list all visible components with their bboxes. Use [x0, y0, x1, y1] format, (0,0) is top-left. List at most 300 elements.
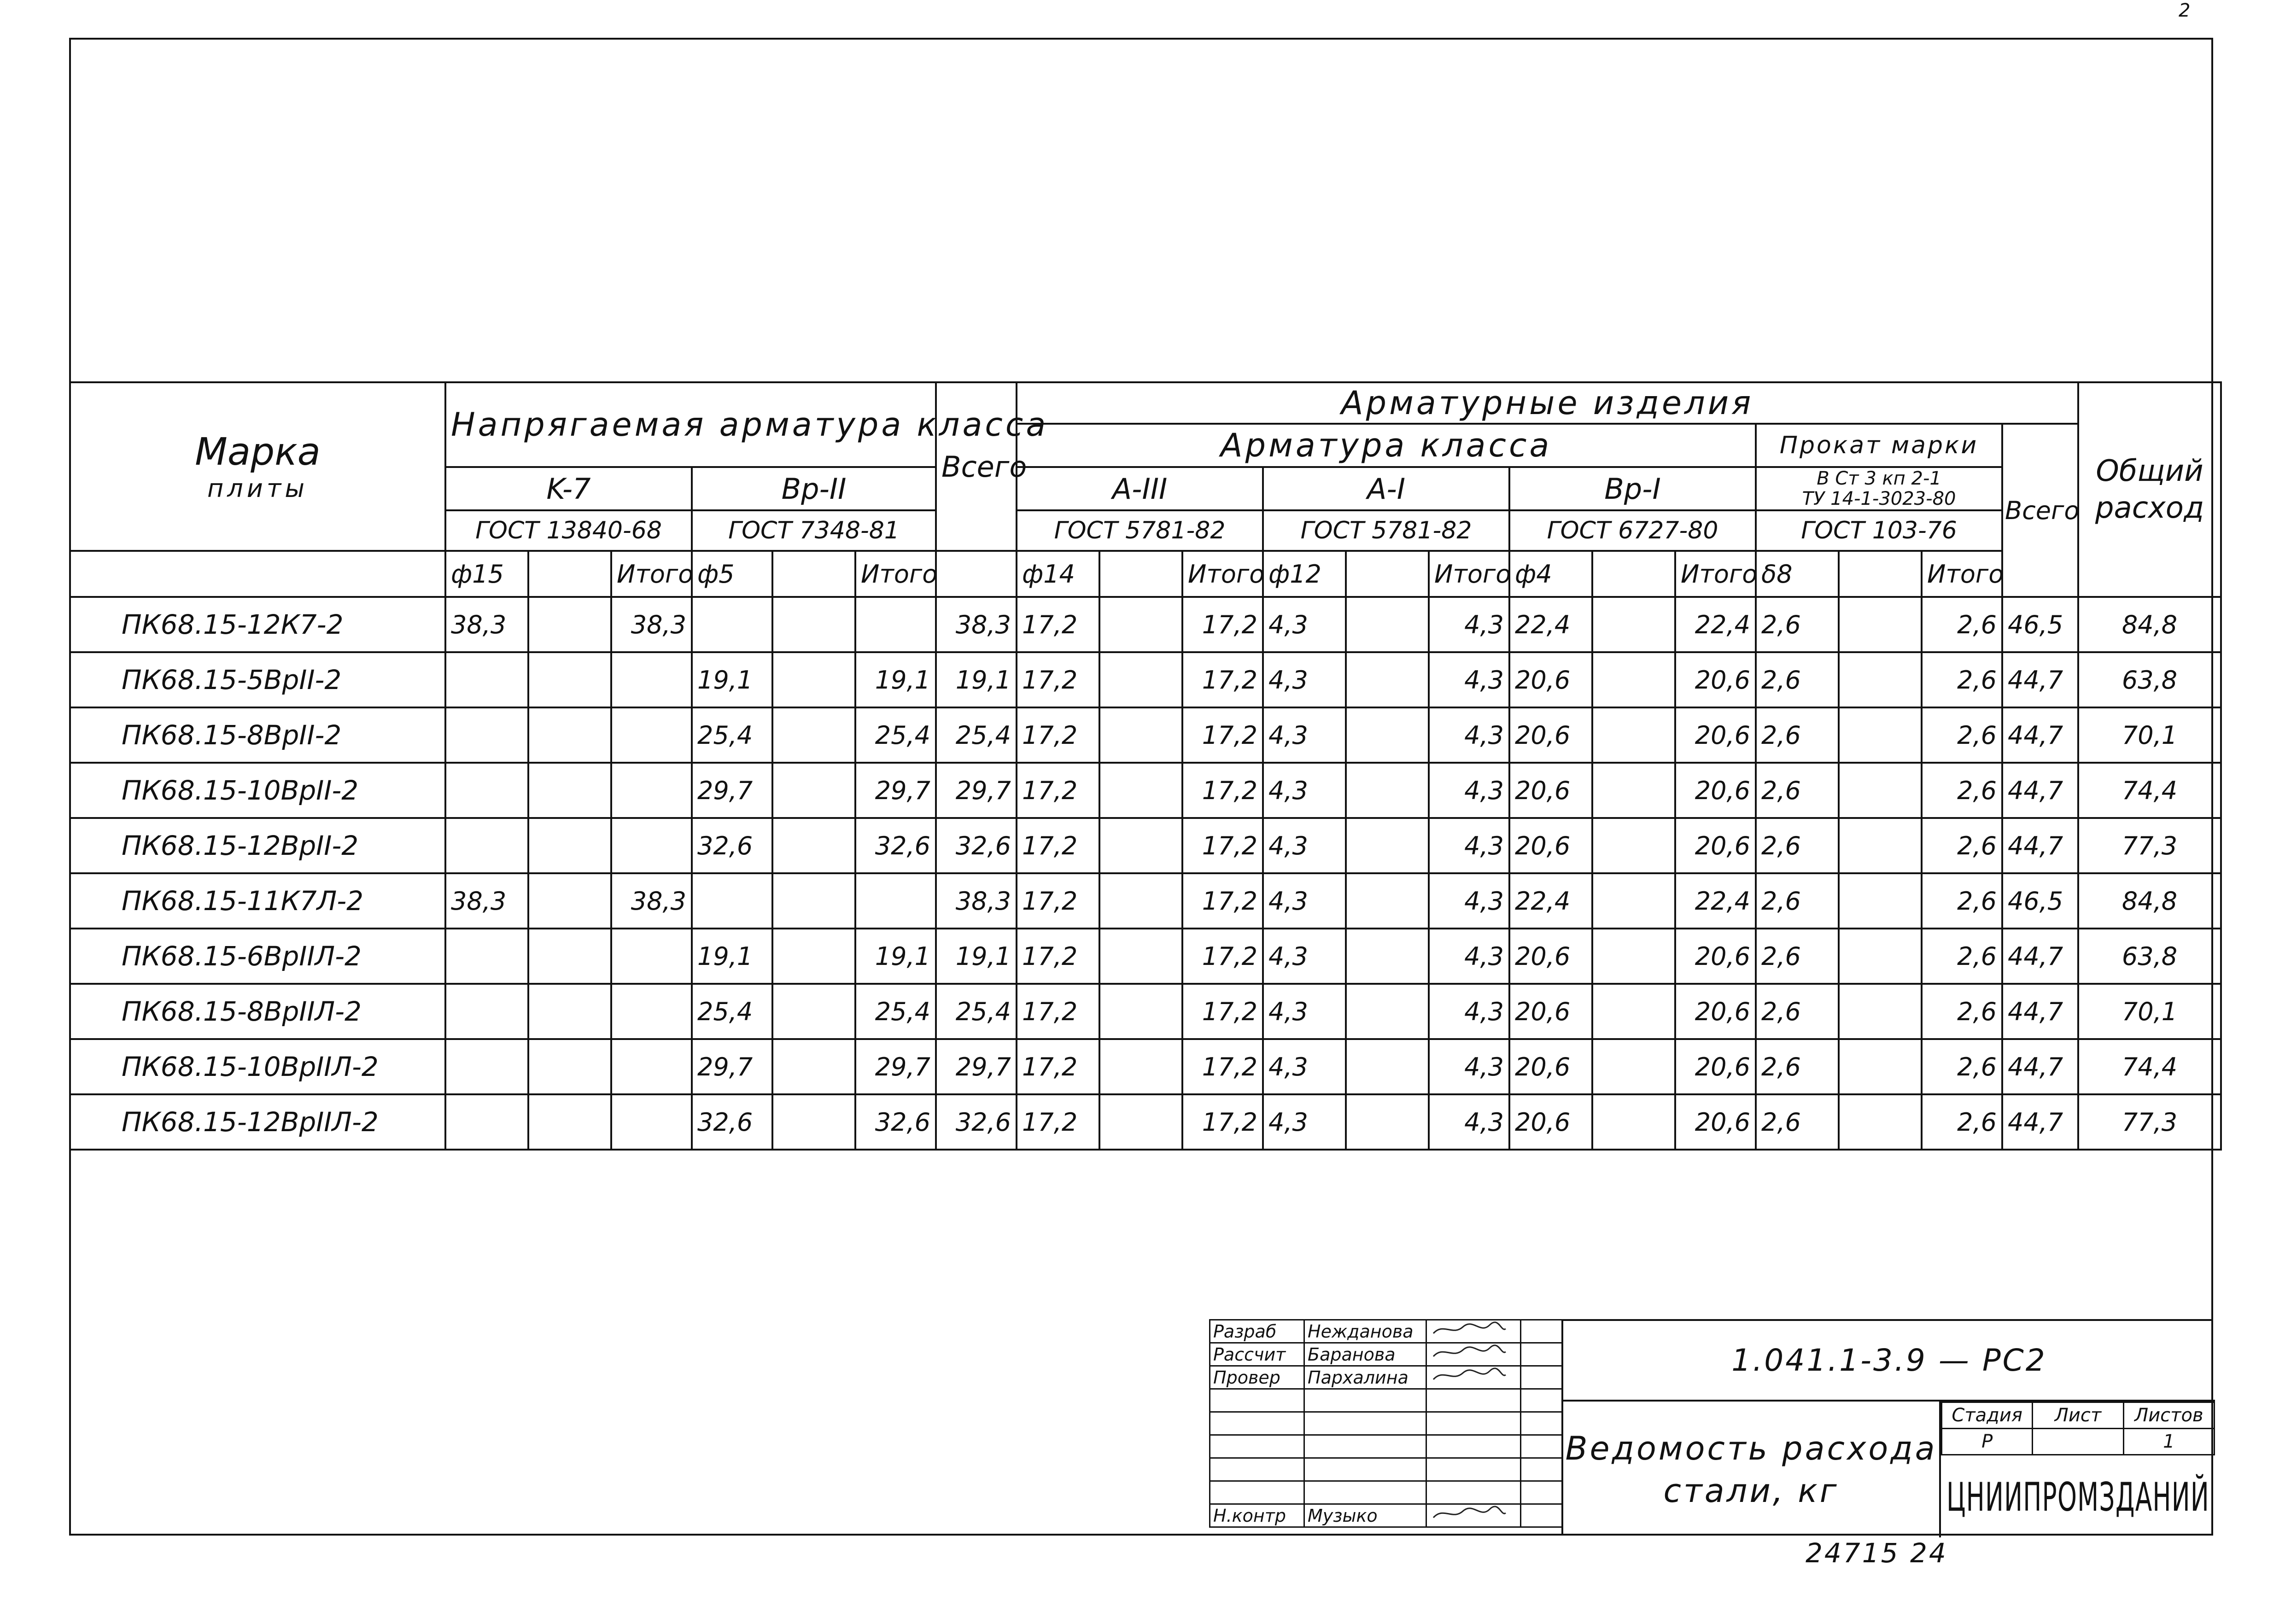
- slab-mark: ПК68.15-5ВрII-2: [70, 652, 445, 707]
- marka-label: Марка: [195, 430, 321, 474]
- cell-bp1: 20,6: [1509, 1039, 1592, 1094]
- cell-bp1-total: 22,4: [1675, 597, 1756, 652]
- cell-blank: [772, 707, 855, 763]
- cell-pre-total: 25,4: [936, 707, 1017, 763]
- itogo-a3: Итого: [1182, 551, 1263, 597]
- cell-a1: 4,3: [1263, 1039, 1346, 1094]
- cell-bp1-total: 20,6: [1675, 763, 1756, 818]
- cell-bp2-total: [855, 873, 936, 929]
- cell-bp1-total: 20,6: [1675, 652, 1756, 707]
- cell-blank: [528, 763, 611, 818]
- cell-blank: [528, 984, 611, 1039]
- stage-label: Стадия: [1942, 1402, 2033, 1429]
- table-row: [70, 1094, 2221, 1150]
- signature-row: [1210, 1412, 1562, 1435]
- cell-bp2: 19,1: [692, 652, 772, 707]
- cell-pr-total: 2,6: [1922, 984, 2002, 1039]
- armature-class-header: Арматура класса: [1017, 424, 1756, 467]
- sheets-label: Листов: [2123, 1402, 2214, 1429]
- cell-blank: [772, 763, 855, 818]
- slab-mark: ПК68.15-11К7Л-2: [70, 873, 445, 929]
- cell-blank: [1099, 1094, 1182, 1150]
- cell-bp1: 20,6: [1509, 929, 1592, 984]
- cell-a1: 4,3: [1263, 1094, 1346, 1150]
- cell-bp1-total: 20,6: [1675, 984, 1756, 1039]
- signature-name: Пархалина: [1304, 1366, 1426, 1389]
- marka-spacer: [70, 551, 445, 597]
- cell-blank: [1099, 818, 1182, 873]
- signature-date: [1521, 1412, 1562, 1435]
- cell-blank: [1099, 597, 1182, 652]
- cell-blank: [1839, 652, 1922, 707]
- cell-a3: 17,2: [1017, 873, 1099, 929]
- cell-pr-total: 2,6: [1922, 763, 2002, 818]
- cell-grand: 74,4: [2078, 763, 2221, 818]
- cell-bp2: 29,7: [692, 1039, 772, 1094]
- stage-sheet-box: [1941, 1402, 2215, 1457]
- cell-k7: [445, 652, 528, 707]
- signature-role: Разраб: [1210, 1320, 1304, 1343]
- prestressed-total-spacer: [936, 551, 1017, 597]
- cell-bp1: 20,6: [1509, 707, 1592, 763]
- cell-blank: [1346, 1094, 1429, 1150]
- cell-pr-total: 2,6: [1922, 929, 2002, 984]
- itogo-bp2: Итого: [855, 551, 936, 597]
- diameter-k7: ф15: [445, 551, 528, 597]
- slab-mark: ПК68.15-12ВрII-2: [70, 818, 445, 873]
- handwritten-signature: [1430, 1367, 1508, 1384]
- cell-k7-total: [611, 707, 692, 763]
- signature-name: [1304, 1435, 1426, 1458]
- cell-bp2-total: 19,1: [855, 652, 936, 707]
- cell-bp2: 19,1: [692, 929, 772, 984]
- cell-pre-total: 29,7: [936, 1039, 1017, 1094]
- cell-blank: [1839, 1039, 1922, 1094]
- cell-bp1-total: 20,6: [1675, 1039, 1756, 1094]
- cell-blank: [772, 818, 855, 873]
- cell-bp1: 20,6: [1509, 652, 1592, 707]
- inventory-number: 24715 24: [1806, 1537, 1948, 1569]
- signature-row: [1210, 1343, 1562, 1366]
- cell-blank: [528, 818, 611, 873]
- signature-role: Провер: [1210, 1366, 1304, 1389]
- cell-a3: 17,2: [1017, 597, 1099, 652]
- cell-k7-total: [611, 929, 692, 984]
- cell-all: 44,7: [2002, 1094, 2078, 1150]
- cell-a1: 4,3: [1263, 818, 1346, 873]
- signature-mark: [1426, 1435, 1521, 1458]
- cell-bp1-total: 22,4: [1675, 873, 1756, 929]
- cell-a3: 17,2: [1017, 763, 1099, 818]
- cell-blank: [772, 652, 855, 707]
- cell-grand: 63,8: [2078, 652, 2221, 707]
- cell-bp2: 32,6: [692, 1094, 772, 1150]
- cell-blank: [772, 929, 855, 984]
- class-a3: A-III: [1017, 467, 1263, 510]
- cell-bp1: 20,6: [1509, 1094, 1592, 1150]
- cell-a3-total: 17,2: [1182, 929, 1263, 984]
- cell-blank: [772, 1094, 855, 1150]
- cell-k7-total: [611, 763, 692, 818]
- products-total-header: Всего: [2002, 424, 2078, 597]
- spacer-bp2: [772, 551, 855, 597]
- grand-total-label: Общий расход: [2095, 454, 2204, 525]
- signature-name: Баранова: [1304, 1343, 1426, 1366]
- cell-a3: 17,2: [1017, 984, 1099, 1039]
- cell-blank: [1839, 763, 1922, 818]
- cell-grand: 77,3: [2078, 1094, 2221, 1150]
- cell-bp2-total: 29,7: [855, 763, 936, 818]
- class-bp1: Bp-I: [1509, 467, 1756, 510]
- cell-pre-total: 32,6: [936, 1094, 1017, 1150]
- signature-role: [1210, 1458, 1304, 1481]
- cell-k7-total: [611, 984, 692, 1039]
- cell-blank: [1346, 984, 1429, 1039]
- cell-pre-total: 19,1: [936, 929, 1017, 984]
- cell-a1: 4,3: [1263, 984, 1346, 1039]
- cell-a1-total: 4,3: [1429, 763, 1509, 818]
- cell-grand: 74,4: [2078, 1039, 2221, 1094]
- cell-blank: [1346, 652, 1429, 707]
- itogo-k7: Итого: [611, 551, 692, 597]
- title-block: [1209, 1319, 2213, 1536]
- cell-all: 44,7: [2002, 763, 2078, 818]
- cell-pr-total: 2,6: [1922, 818, 2002, 873]
- cell-k7-total: [611, 1094, 692, 1150]
- gost-bp1: ГОСТ 6727-80: [1509, 510, 1756, 551]
- cell-all: 44,7: [2002, 652, 2078, 707]
- table-row: [70, 984, 2221, 1039]
- cell-a3-total: 17,2: [1182, 707, 1263, 763]
- cell-grand: 63,8: [2078, 929, 2221, 984]
- cell-blank: [1592, 873, 1675, 929]
- sheets-value: 1: [2123, 1429, 2214, 1455]
- signature-role: Н.контр: [1210, 1504, 1304, 1527]
- cell-blank: [1592, 929, 1675, 984]
- signature-row: [1210, 1389, 1562, 1412]
- cell-a3-total: 17,2: [1182, 1094, 1263, 1150]
- signature-name: Музыко: [1304, 1504, 1426, 1527]
- cell-grand: 70,1: [2078, 707, 2221, 763]
- signature-row: [1210, 1504, 1562, 1527]
- gost-k7: ГОСТ 13840-68: [445, 510, 692, 551]
- signature-role: [1210, 1435, 1304, 1458]
- cell-a3: 17,2: [1017, 1094, 1099, 1150]
- cell-blank: [528, 873, 611, 929]
- diameter-bp2: ф5: [692, 551, 772, 597]
- cell-bp2-total: 32,6: [855, 818, 936, 873]
- cell-bp1-total: 20,6: [1675, 1094, 1756, 1150]
- slab-mark: ПК68.15-12К7-2: [70, 597, 445, 652]
- cell-bp1: 20,6: [1509, 818, 1592, 873]
- cell-a3-total: 17,2: [1182, 873, 1263, 929]
- spacer-k7: [528, 551, 611, 597]
- diameter-rolled: δ8: [1756, 551, 1839, 597]
- cell-pr-total: 2,6: [1922, 652, 2002, 707]
- slab-mark: ПК68.15-10ВрIIЛ-2: [70, 1039, 445, 1094]
- cell-pr: 2,6: [1756, 929, 1839, 984]
- signature-row: [1210, 1481, 1562, 1504]
- cell-a3: 17,2: [1017, 1039, 1099, 1094]
- cell-a1: 4,3: [1263, 707, 1346, 763]
- cell-a3-total: 17,2: [1182, 652, 1263, 707]
- cell-a1-total: 4,3: [1429, 707, 1509, 763]
- cell-pre-total: 19,1: [936, 652, 1017, 707]
- cell-blank: [1592, 984, 1675, 1039]
- cell-a3: 17,2: [1017, 929, 1099, 984]
- document-code: 1.041.1-3.9 — РС2: [1563, 1321, 2215, 1402]
- rolled-steel-grade-line2: ТУ 14-1-3023-80: [1802, 488, 1956, 509]
- itogo-bp1: Итого: [1675, 551, 1756, 597]
- cell-bp2: 32,6: [692, 818, 772, 873]
- signature-date: [1521, 1366, 1562, 1389]
- cell-grand: 84,8: [2078, 597, 2221, 652]
- cell-bp2-total: 25,4: [855, 984, 936, 1039]
- class-a1: A-I: [1263, 467, 1509, 510]
- spacer-a1: [1346, 551, 1429, 597]
- cell-k7: [445, 707, 528, 763]
- rolled-steel-grade: [1756, 467, 2002, 510]
- cell-bp1: 20,6: [1509, 763, 1592, 818]
- cell-k7: 38,3: [445, 597, 528, 652]
- cell-pr: 2,6: [1756, 763, 1839, 818]
- cell-pre-total: 32,6: [936, 818, 1017, 873]
- cell-blank: [1099, 873, 1182, 929]
- cell-pre-total: 38,3: [936, 597, 1017, 652]
- signature-name: [1304, 1458, 1426, 1481]
- cell-k7: [445, 1039, 528, 1094]
- cell-bp1: 22,4: [1509, 597, 1592, 652]
- table-row: [70, 707, 2221, 763]
- cell-bp2-total: [855, 597, 936, 652]
- cell-all: 44,7: [2002, 984, 2078, 1039]
- signature-role: [1210, 1389, 1304, 1412]
- cell-blank: [1839, 1094, 1922, 1150]
- title-block-right: [1561, 1319, 2213, 1536]
- signature-date: [1521, 1504, 1562, 1527]
- signature-date: [1521, 1389, 1562, 1412]
- cell-all: 44,7: [2002, 707, 2078, 763]
- cell-k7: [445, 929, 528, 984]
- cell-a1-total: 4,3: [1429, 1094, 1509, 1150]
- cell-bp2: [692, 873, 772, 929]
- signature-mark: [1426, 1481, 1521, 1504]
- cell-bp1: 20,6: [1509, 984, 1592, 1039]
- cell-blank: [772, 984, 855, 1039]
- cell-blank: [1346, 1039, 1429, 1094]
- signature-role: [1210, 1412, 1304, 1435]
- cell-blank: [1346, 707, 1429, 763]
- slab-mark: ПК68.15-12ВрIIЛ-2: [70, 1094, 445, 1150]
- slab-mark: ПК68.15-10ВрII-2: [70, 763, 445, 818]
- signature-name: [1304, 1389, 1426, 1412]
- cell-a1-total: 4,3: [1429, 873, 1509, 929]
- steel-consumption-table: [69, 381, 2222, 1151]
- signature-row: [1210, 1320, 1562, 1343]
- cell-k7: [445, 1094, 528, 1150]
- cell-all: 46,5: [2002, 873, 2078, 929]
- cell-blank: [1592, 818, 1675, 873]
- cell-a1: 4,3: [1263, 652, 1346, 707]
- sheet-value: [2033, 1429, 2123, 1455]
- table-row: [70, 818, 2221, 873]
- cell-a1: 4,3: [1263, 873, 1346, 929]
- signature-mark: [1426, 1504, 1521, 1527]
- cell-blank: [1346, 929, 1429, 984]
- signature-mark: [1426, 1458, 1521, 1481]
- cell-blank: [1592, 652, 1675, 707]
- cell-a1-total: 4,3: [1429, 1039, 1509, 1094]
- slab-mark: ПК68.15-6ВрIIЛ-2: [70, 929, 445, 984]
- signature-date: [1521, 1320, 1562, 1343]
- table-row: [70, 929, 2221, 984]
- table-row: [70, 597, 2221, 652]
- itogo-rolled: Итого: [1922, 551, 2002, 597]
- cell-grand: 77,3: [2078, 818, 2221, 873]
- cell-blank: [1099, 1039, 1182, 1094]
- signature-grid: [1209, 1319, 1561, 1536]
- signature-role: [1210, 1481, 1304, 1504]
- cell-a1-total: 4,3: [1429, 597, 1509, 652]
- cell-blank: [1839, 818, 1922, 873]
- cell-k7: 38,3: [445, 873, 528, 929]
- cell-all: 44,7: [2002, 818, 2078, 873]
- cell-blank: [1839, 597, 1922, 652]
- document-title-line1: Ведомость расхода: [1565, 1429, 1937, 1467]
- cell-pr-total: 2,6: [1922, 597, 2002, 652]
- signature-date: [1521, 1435, 1562, 1458]
- cell-blank: [528, 1039, 611, 1094]
- cell-a3: 17,2: [1017, 652, 1099, 707]
- cell-a3-total: 17,2: [1182, 597, 1263, 652]
- cell-a1-total: 4,3: [1429, 652, 1509, 707]
- signature-row: [1210, 1366, 1562, 1389]
- class-k7: K-7: [445, 467, 692, 510]
- document-title-line2: стали, кг: [1663, 1472, 1839, 1510]
- cell-blank: [1099, 652, 1182, 707]
- cell-k7: [445, 984, 528, 1039]
- cell-blank: [1346, 818, 1429, 873]
- cell-blank: [1099, 707, 1182, 763]
- cell-bp2-total: 19,1: [855, 929, 936, 984]
- cell-pr: 2,6: [1756, 707, 1839, 763]
- cell-blank: [772, 873, 855, 929]
- cell-a1: 4,3: [1263, 597, 1346, 652]
- handwritten-signature: [1430, 1320, 1508, 1338]
- table-row: [70, 652, 2221, 707]
- cell-grand: 84,8: [2078, 873, 2221, 929]
- signature-date: [1521, 1343, 1562, 1366]
- steel-table-body: [70, 597, 2221, 1150]
- cell-a1: 4,3: [1263, 763, 1346, 818]
- cell-blank: [528, 652, 611, 707]
- signature-name: [1304, 1481, 1426, 1504]
- prestressed-total-header: Всего: [936, 382, 1017, 551]
- signature-row: [1210, 1435, 1562, 1458]
- cell-k7-total: [611, 818, 692, 873]
- cell-k7-total: [611, 652, 692, 707]
- cell-a3: 17,2: [1017, 707, 1099, 763]
- cell-a3-total: 17,2: [1182, 1039, 1263, 1094]
- table-row: [70, 763, 2221, 818]
- cell-blank: [1592, 1094, 1675, 1150]
- signature-mark: [1426, 1343, 1521, 1366]
- cell-k7: [445, 818, 528, 873]
- cell-blank: [528, 929, 611, 984]
- cell-a1: 4,3: [1263, 929, 1346, 984]
- cell-blank: [1346, 763, 1429, 818]
- cell-a3-total: 17,2: [1182, 763, 1263, 818]
- cell-blank: [1099, 929, 1182, 984]
- cell-blank: [1346, 873, 1429, 929]
- spacer-bp1: [1592, 551, 1675, 597]
- table-row: [70, 873, 2221, 929]
- slab-mark: ПК68.15-8ВрII-2: [70, 707, 445, 763]
- cell-bp1: 22,4: [1509, 873, 1592, 929]
- signature-table: [1209, 1319, 1563, 1528]
- corner-mark: 2: [2179, 0, 2191, 21]
- cell-bp2: [692, 597, 772, 652]
- cell-a1-total: 4,3: [1429, 818, 1509, 873]
- stage-table: [1941, 1402, 2215, 1455]
- cell-bp2: 29,7: [692, 763, 772, 818]
- stage-value: Р: [1942, 1429, 2033, 1455]
- cell-blank: [528, 597, 611, 652]
- signature-rows: [1210, 1320, 1562, 1527]
- spacer-rolled: [1839, 551, 1922, 597]
- gost-a1: ГОСТ 5781-82: [1263, 510, 1509, 551]
- cell-blank: [1592, 707, 1675, 763]
- signature-role: Рассчит: [1210, 1343, 1304, 1366]
- cell-pr: 2,6: [1756, 1039, 1839, 1094]
- cell-bp2: 25,4: [692, 707, 772, 763]
- cell-a1-total: 4,3: [1429, 984, 1509, 1039]
- signature-name: Нежданова: [1304, 1320, 1426, 1343]
- cell-blank: [1839, 984, 1922, 1039]
- cell-all: 44,7: [2002, 1039, 2078, 1094]
- gost-a3: ГОСТ 5781-82: [1017, 510, 1263, 551]
- cell-pr: 2,6: [1756, 1094, 1839, 1150]
- cell-blank: [1839, 707, 1922, 763]
- diameter-a1: ф12: [1263, 551, 1346, 597]
- cell-all: 46,5: [2002, 597, 2078, 652]
- cell-pre-total: 25,4: [936, 984, 1017, 1039]
- cell-bp2-total: 25,4: [855, 707, 936, 763]
- cell-pr-total: 2,6: [1922, 707, 2002, 763]
- cell-blank: [1839, 929, 1922, 984]
- gost-rolled: ГОСТ 103-76: [1756, 510, 2002, 551]
- cell-pr: 2,6: [1756, 984, 1839, 1039]
- rolled-steel-header: Прокат марки: [1756, 424, 2002, 467]
- cell-all: 44,7: [2002, 929, 2078, 984]
- signature-date: [1521, 1458, 1562, 1481]
- cell-a3: 17,2: [1017, 818, 1099, 873]
- cell-blank: [1099, 984, 1182, 1039]
- signature-mark: [1426, 1366, 1521, 1389]
- class-bp2: Вр-II: [692, 467, 936, 510]
- rolled-steel-grade-line1: В Ст 3 кп 2-1: [1817, 468, 1941, 489]
- marka-header: [70, 382, 445, 551]
- cell-blank: [1346, 597, 1429, 652]
- cell-bp2-total: 32,6: [855, 1094, 936, 1150]
- handwritten-signature: [1430, 1505, 1508, 1522]
- cell-k7-total: [611, 1039, 692, 1094]
- cell-pre-total: 29,7: [936, 763, 1017, 818]
- cell-pr-total: 2,6: [1922, 873, 2002, 929]
- signature-mark: [1426, 1320, 1521, 1343]
- cell-blank: [528, 1094, 611, 1150]
- itogo-a1: Итого: [1429, 551, 1509, 597]
